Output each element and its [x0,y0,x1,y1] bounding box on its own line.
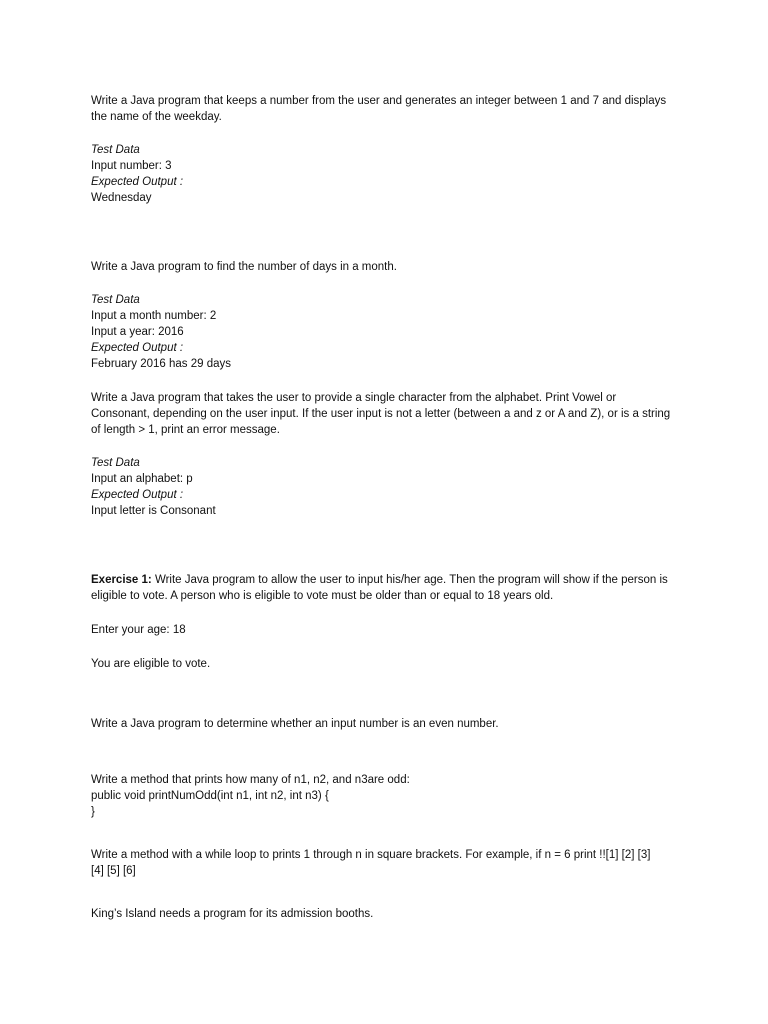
q3-prompt-line-2: Consonant, depending on the user input. If the user input is not a letter (between a and z or A and Z), or is a string [91,408,671,420]
q2-input-year: Input a year: 2016 [91,326,184,338]
q2-prompt: Write a Java program to find the number of days in a month. [91,261,397,273]
exercise-1-label: Exercise 1: [91,574,152,586]
q5-prompt: Write a method that prints how many of n1, n2, and n3are odd: [91,774,410,786]
exercise-1-sample-output: You are eligible to vote. [91,658,211,670]
q2-input-month: Input a month number: 2 [91,310,217,322]
q1-expected-output-label: Expected Output : [91,176,184,188]
q1-prompt-line-2: the name of the weekday. [91,111,222,123]
q1-input: Input number: 3 [91,160,172,172]
q6-prompt-line-2: [4] [5] [6] [91,865,136,877]
q3-prompt-line-1: Write a Java program that takes the user to provide a single character from the alphabet. Print Vowel or [91,392,617,404]
q1-output: Wednesday [91,192,152,204]
q6-prompt-line-1: Write a method with a while loop to prints 1 through n in square brackets. For example, if n = 6 print !![1] [2] [3] [91,849,651,861]
q2-test-data-label: Test Data [91,294,140,306]
q1-test-data-label: Test Data [91,144,140,156]
q3-output: Input letter is Consonant [91,505,216,517]
q3-expected-output-label: Expected Output : [91,489,184,501]
exercise-1-sample-input: Enter your age: 18 [91,624,186,636]
q3-prompt-line-3: of length > 1, print an error message. [91,424,280,436]
q2-output: February 2016 has 29 days [91,358,232,370]
exercise-1-line-1-text: Write Java program to allow the user to input his/her age. Then the program will show if the person is [151,574,668,586]
q3-test-data-label: Test Data [91,457,140,469]
q2-expected-output-label: Expected Output : [91,342,184,354]
q5-method-signature: public void printNumOdd(int n1, int n2, int n3) { [91,790,329,802]
q1-prompt-line-1: Write a Java program that keeps a number from the user and generates an integer between 1 and 7 and displays [91,95,667,107]
q4-prompt: Write a Java program to determine whether an input number is an even number. [91,718,499,730]
exercise-1-line-2: eligible to vote. A person who is eligible to vote must be older than or equal to 18 years old. [91,590,554,602]
q5-method-close: } [91,806,95,818]
q7-prompt: King’s Island needs a program for its admission booths. [91,908,374,920]
q3-input: Input an alphabet: p [91,473,193,485]
exercise-1-line-1 [91,572,668,588]
